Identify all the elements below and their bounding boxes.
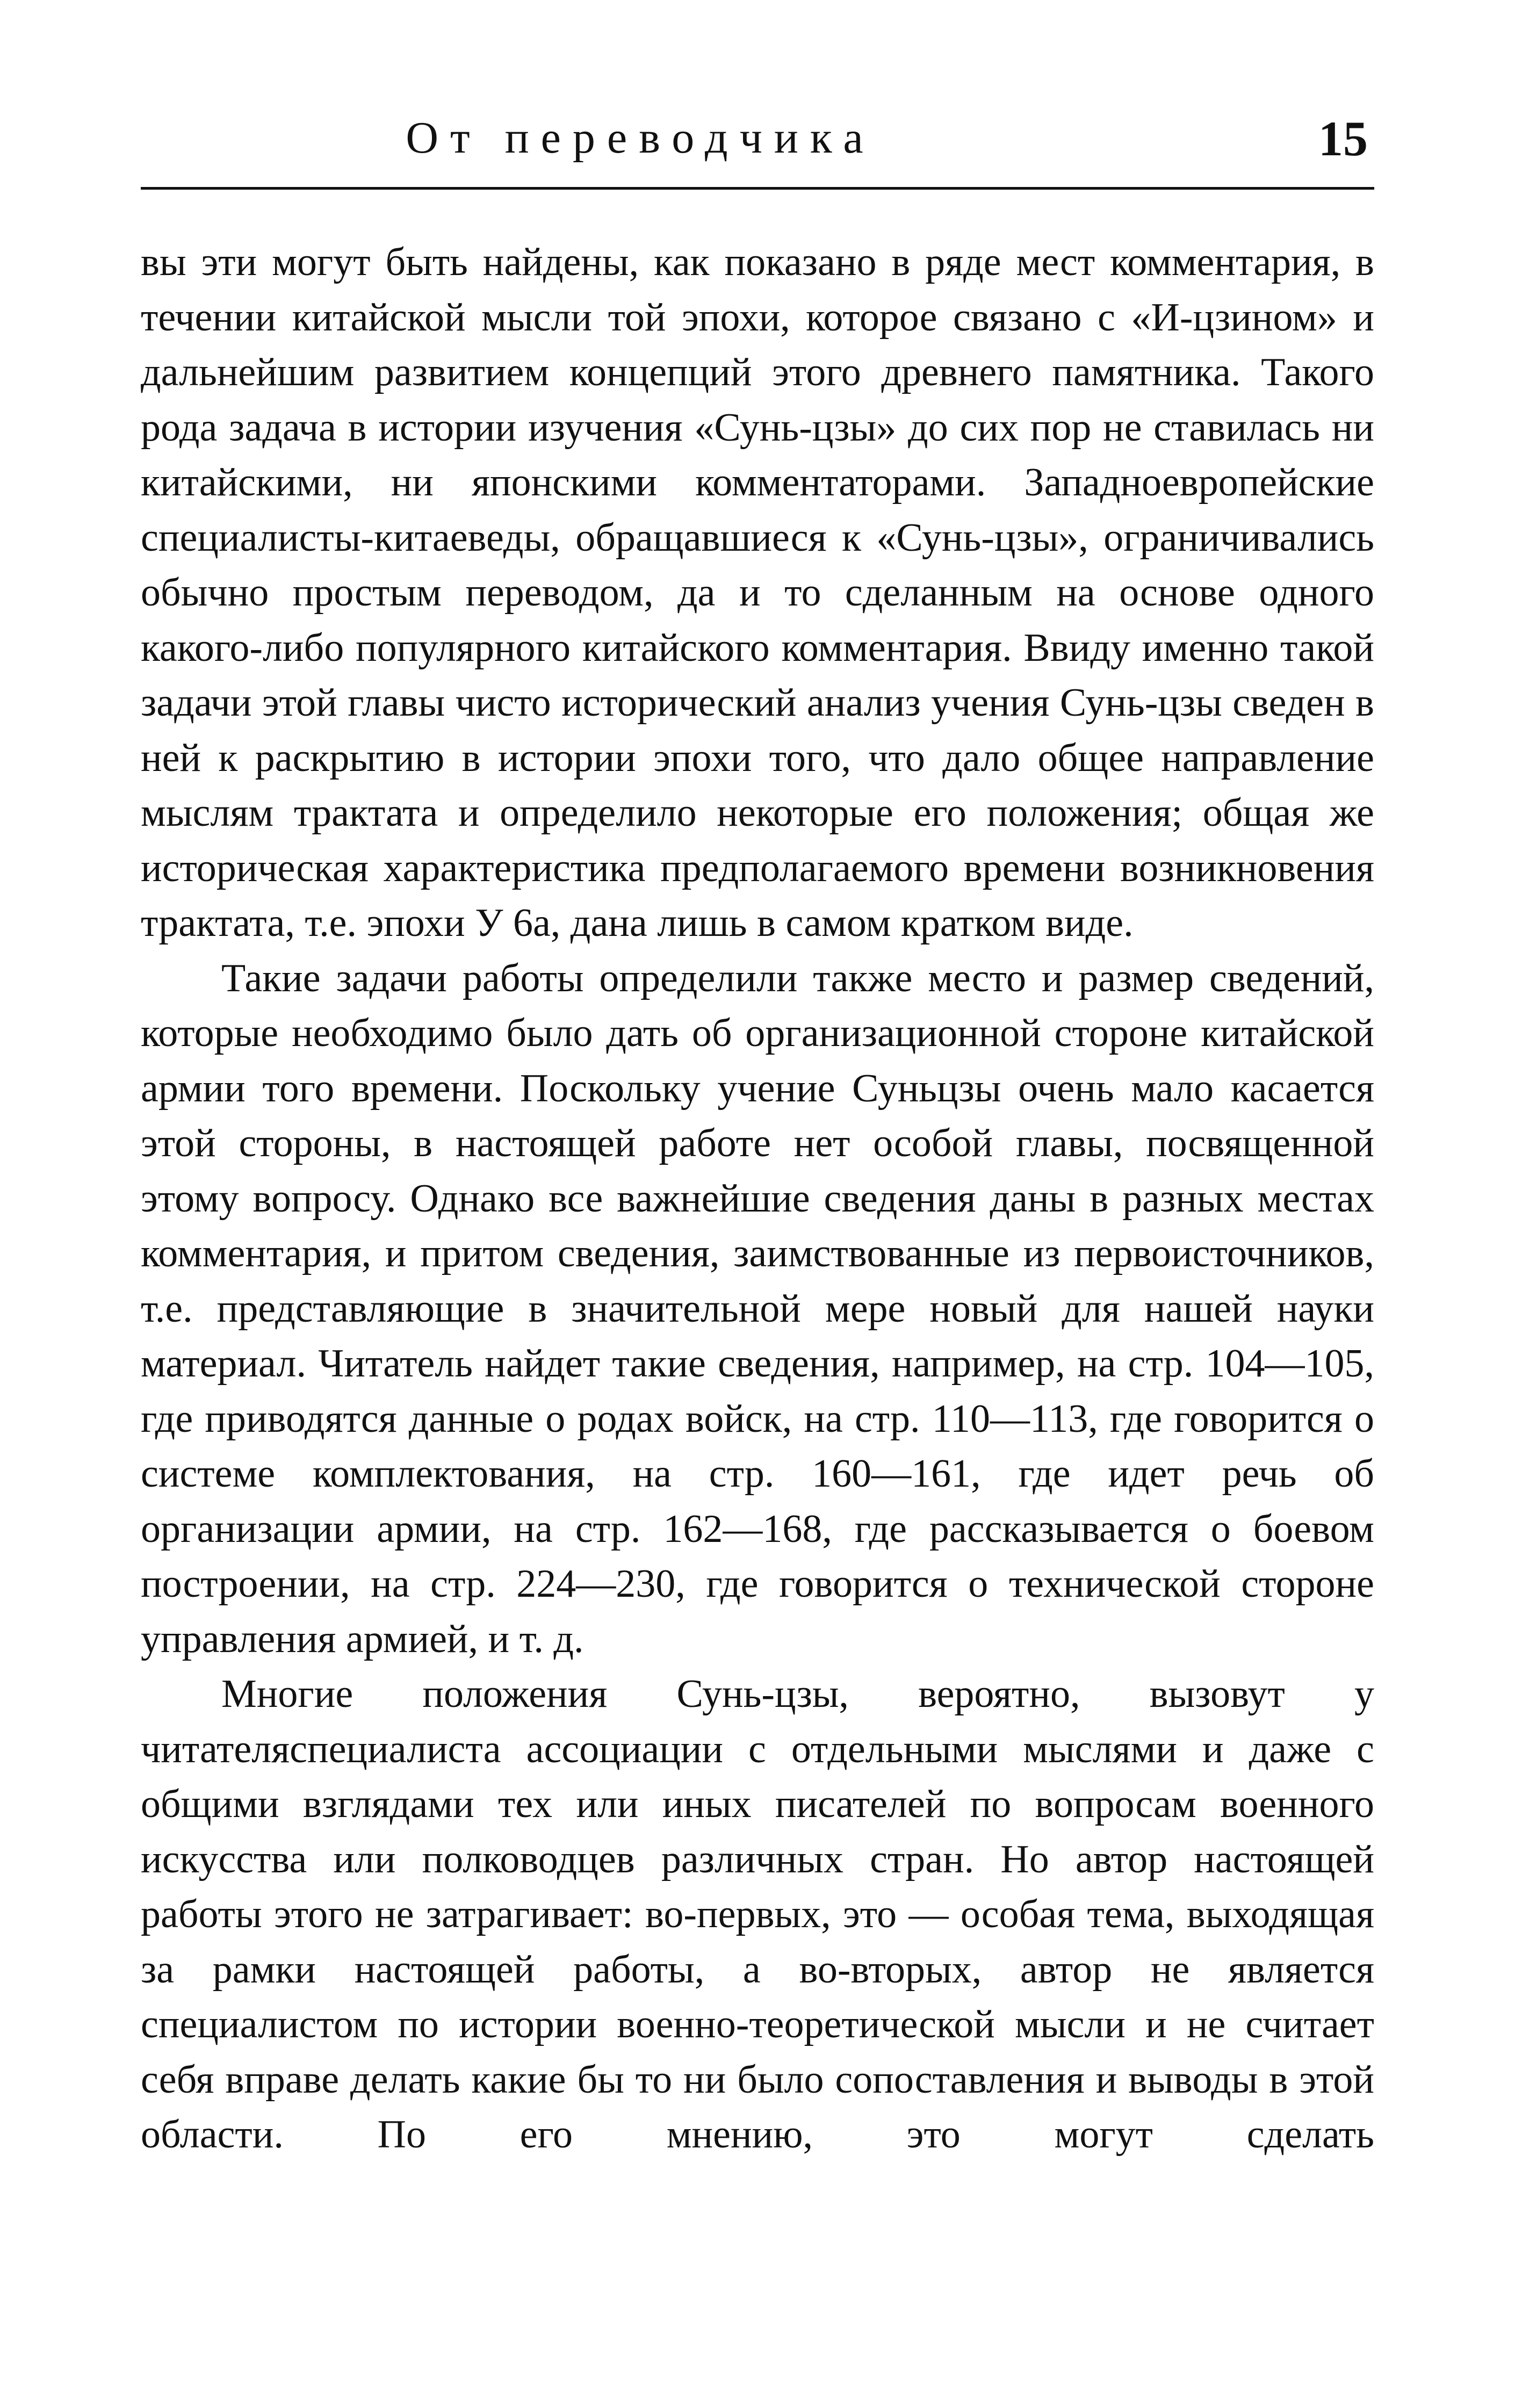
book-page [141, 0, 1374, 2408]
running-header [141, 0, 1374, 188]
body-text [141, 235, 1374, 2162]
paragraph: Такие задачи работы определили также место и размер сведений, которые необходимо было дать об организационной стороне китайской армии того времени. Поскольку учение Суньцзы очень мало касается этой стороны, в настоящей работе нет особой главы, посвященной этому вопросу. Однако все важнейшие сведения даны в разных местах комментария, и притом сведения, заимствованные из первоисточников, т.е. представляющие в значительной мере новый для нашей науки материал. Читатель найдет такие сведения, например, на стр. 104—105, где приводятся данные о родах войск, на стр. 110—113, где говорится о системе комплектования, на стр. 160—161, где идет речь об организации армии, на стр. 162—168, где рассказывается о боевом построении, на стр. 224—230, где говорится о технической стороне управления армией, и т. д. [141, 956, 1374, 1661]
running-title: От переводчика [406, 113, 875, 163]
header-rule [141, 187, 1374, 190]
page-number: 15 [1318, 111, 1368, 166]
paragraph-continued: вы эти могут быть найдены, как показано в ряде мест комментария, в течении китайской мысли той эпохи, которое связано с «И-цзином» и дальнейшим развитием концепций этого древнего памятника. Такого рода задача в истории изучения «Сунь-цзы» до сих пор не ставилась ни китайскими, ни японскими комментаторами. Западноевропейские специалисты-китаеведы, обращавшиеся к «Сунь-цзы», ограничивались обычно простым переводом, да и то сделанным на основе одного какого-либо популярного китайского комментария. Ввиду именно такой задачи этой главы чисто исторический анализ учения Сунь-цзы сведен в ней к раскрытию в истории эпохи того, что дало общее направление мыслям трактата и определило некоторые его положения; общая же историческая характеристика предполагаемого времени возникновения трактата, т.е. эпохи У 6а, дана лишь в самом кратком виде. [141, 240, 1374, 945]
paragraph: Многие положения Сунь-цзы, вероятно, вызовут у читателяспециалиста ассоциации с отдельными мыслями и даже с общими взглядами тех или иных писателей по вопросам военного искусства или полководцев различных стран. Но автор настоящей работы этого не затрагивает: во-первых, это — особая тема, выходящая за рамки настоящей работы, а во-вторых, автор не является специалистом по истории военно-теоретической мысли и не считает себя вправе делать какие бы то ни было сопоставления и выводы в этой области. По его мнению, это могут сделать [141, 1672, 1374, 2157]
